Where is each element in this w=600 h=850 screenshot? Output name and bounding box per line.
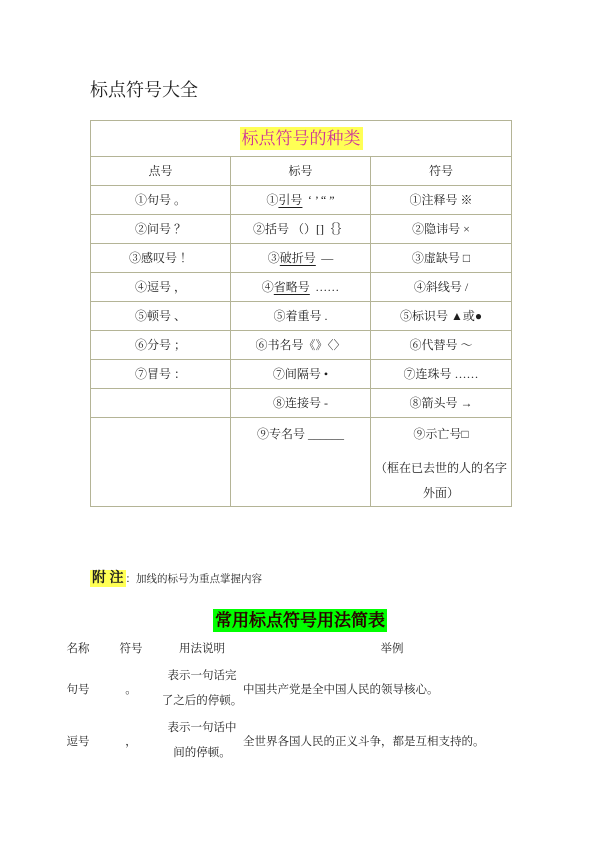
mark-cell: ⑦间隔号 •	[231, 360, 371, 389]
document-title: 标点符号大全	[90, 80, 198, 100]
symbol-cell: ⑦连珠号 ……	[371, 360, 512, 389]
types-header-row	[91, 157, 512, 186]
column-header-symbol: 符号	[371, 157, 512, 186]
symbol-cell: ④斜线号 /	[371, 273, 512, 302]
point-cell: ⑦冒号 ：	[91, 360, 231, 389]
usage-cell	[161, 716, 243, 766]
column-header-usage: 用法说明	[179, 643, 225, 655]
mark-cell: ⑥书名号《》〈〉	[231, 331, 371, 360]
mark-cell: ⑨专名号 ______	[231, 418, 371, 507]
table-row	[91, 418, 512, 507]
mark-name-underlined: 省略号	[273, 280, 310, 294]
mark-cell	[231, 273, 371, 302]
types-caption-cell	[91, 121, 512, 157]
empty-cell	[91, 389, 231, 418]
symbol-cell: ，	[125, 736, 137, 748]
footnote-label: 附 注	[92, 571, 124, 586]
mark-symbol: ……	[315, 280, 340, 294]
table-row	[91, 331, 512, 360]
table-row	[91, 389, 512, 418]
column-header-mark: 标号	[231, 157, 371, 186]
mark-number: ④	[261, 280, 274, 294]
mark-symbol: ‘ ’ “ ”	[307, 193, 335, 207]
mark-cell: ②括号 （）[]｛｝	[231, 215, 371, 244]
column-header-name: 名称	[66, 643, 90, 655]
mark-name-underlined: 破折号	[279, 251, 316, 265]
column-header-point: 点号	[91, 157, 231, 186]
example-cell: 全世界各国人民的正义斗争，都是互相支持的。	[243, 736, 485, 748]
types-caption: 标点符号的种类	[241, 128, 361, 148]
table-row	[91, 244, 512, 273]
footnote-text: ：加线的标号为重点掌握内容	[125, 574, 262, 585]
example-cell: 中国共产党是全中国人民的领导核心。	[243, 683, 439, 696]
symbol-cell: ⑤标识号 ▲或●	[371, 302, 512, 331]
types-caption-row	[91, 121, 512, 157]
table-row	[91, 186, 512, 215]
mark-cell: ⑧连接号 -	[231, 389, 371, 418]
symbol-text: ⑨示亡号□	[413, 427, 469, 441]
usage-table-heading	[0, 606, 600, 634]
usage-table	[55, 635, 541, 766]
point-cell: ②问号 ？	[91, 215, 231, 244]
point-cell: ⑥分号 ；	[91, 331, 231, 360]
mark-number: ①	[266, 193, 279, 207]
table-row	[91, 360, 512, 389]
symbol-cell: ⑧箭头号 →	[371, 389, 512, 418]
table-row	[55, 661, 541, 716]
mark-cell	[231, 244, 371, 273]
mark-name-underlined: 引号	[278, 193, 303, 207]
table-row	[91, 302, 512, 331]
symbol-cell: ⑥代替号 ～	[371, 331, 512, 360]
mark-cell	[231, 186, 371, 215]
mark-symbol: —	[321, 251, 334, 265]
mark-cell: ⑤着重号 .	[231, 302, 371, 331]
name-cell: 逗号	[66, 736, 90, 748]
symbol-cell: ③虚缺号 □	[371, 244, 512, 273]
mark-number: ③	[267, 251, 280, 265]
symbol-cell: ①注释号 ※	[371, 186, 512, 215]
column-header-symbol: 符号	[119, 643, 143, 655]
punctuation-types-table	[90, 120, 512, 507]
symbol-note: （框在已去世的人的名字 外面）	[375, 461, 508, 500]
usage-heading-text: 常用标点符号用法简表	[215, 611, 385, 630]
table-row	[91, 215, 512, 244]
usage-cell	[161, 661, 243, 716]
symbol-cell: 。	[125, 683, 137, 696]
point-cell: ③感叹号 ！	[91, 244, 231, 273]
table-row	[55, 716, 541, 766]
name-cell: 句号	[66, 683, 90, 696]
symbol-cell	[371, 418, 512, 507]
usage-text: 表示一句话中 间的停顿。	[167, 722, 237, 759]
empty-cell	[91, 418, 231, 507]
footnote	[90, 566, 262, 590]
point-cell: ⑤顿号 、	[91, 302, 231, 331]
point-cell: ④逗号 ，	[91, 273, 231, 302]
usage-header-row	[55, 635, 541, 661]
usage-text: 表示一句话完 了之后的停顿。	[161, 669, 243, 707]
symbol-cell: ②隐讳号 ×	[371, 215, 512, 244]
table-row	[91, 273, 512, 302]
point-cell: ①句号 。	[91, 186, 231, 215]
column-header-example: 举例	[380, 643, 404, 655]
